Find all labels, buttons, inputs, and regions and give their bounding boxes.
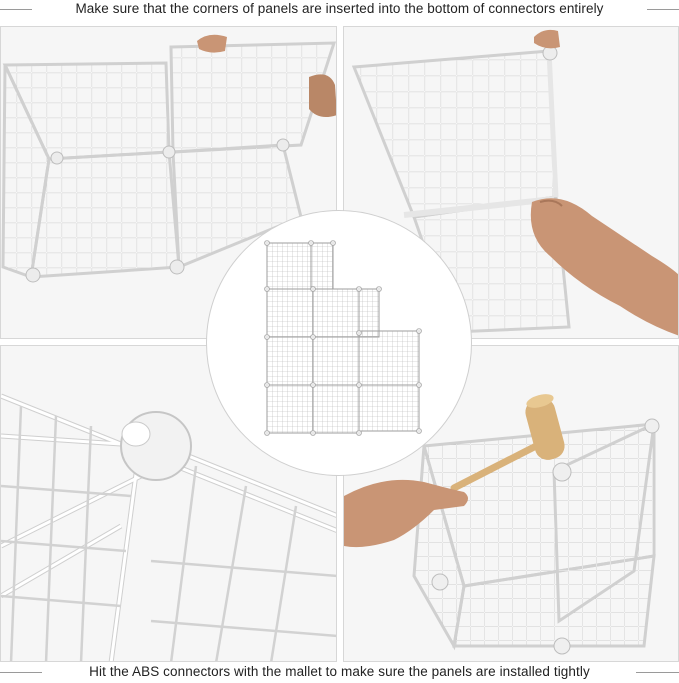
bottom-caption: Hit the ABS connectors with the mallet to make sure the panels are installed tightly	[89, 664, 590, 679]
top-rule-right	[647, 9, 679, 10]
bottom-rule-right	[636, 672, 679, 673]
bottom-rule-left	[0, 672, 42, 673]
assembled-shelf-illustration	[206, 210, 472, 476]
top-caption: Make sure that the corners of panels are inserted into the bottom of connectors entirely	[75, 1, 604, 16]
top-rule-left	[0, 9, 32, 10]
